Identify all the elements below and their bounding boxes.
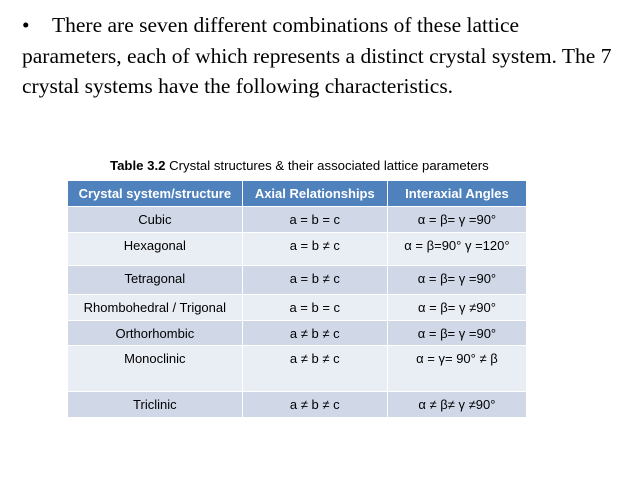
header-crystal-system: Crystal system/structure (68, 181, 242, 207)
table-caption (0, 158, 638, 173)
cell-axial: a = b ≠ c (242, 233, 387, 266)
cell-angles: α = γ= 90° ≠ β (387, 346, 526, 392)
cell-angles: α = β= γ ≠90° (387, 295, 526, 321)
cell-angles: α = β= γ =90° (387, 266, 526, 295)
cell-system: Hexagonal (68, 233, 242, 266)
table-row (68, 321, 526, 346)
cell-axial: a = b = c (242, 295, 387, 321)
table-row (68, 295, 526, 321)
cell-angles: α = β= γ =90° (387, 321, 526, 346)
bullet-text: There are seven different combinations of these lattice parameters, each of which represents a distinct crystal system. The 7 crystal systems have the following characteristics. (22, 13, 612, 98)
cell-angles: α = β=90° γ =120° (387, 233, 526, 266)
cell-axial: a ≠ b ≠ c (242, 392, 387, 417)
header-axial-relationships: Axial Relationships (242, 181, 387, 207)
table-header-row (68, 181, 526, 207)
cell-system: Triclinic (68, 392, 242, 417)
cell-axial: a = b = c (242, 207, 387, 233)
table-caption-text: Crystal structures & their associated lattice parameters (165, 158, 489, 173)
cell-axial: a ≠ b ≠ c (242, 321, 387, 346)
header-interaxial-angles: Interaxial Angles (387, 181, 526, 207)
cell-system: Orthorhombic (68, 321, 242, 346)
bullet-paragraph (22, 10, 622, 102)
bullet-mark: • (22, 13, 30, 37)
table-caption-label: Table 3.2 (110, 158, 166, 173)
cell-system: Cubic (68, 207, 242, 233)
cell-axial: a = b ≠ c (242, 266, 387, 295)
cell-system: Tetragonal (68, 266, 242, 295)
cell-angles: α ≠ β≠ γ ≠90° (387, 392, 526, 417)
table-row (68, 346, 526, 392)
crystal-systems-table (68, 181, 526, 417)
cell-angles: α = β= γ =90° (387, 207, 526, 233)
cell-system: Monoclinic (68, 346, 242, 392)
cell-axial: a ≠ b ≠ c (242, 346, 387, 392)
table-row (68, 233, 526, 266)
table-row (68, 266, 526, 295)
table-row (68, 392, 526, 417)
cell-system: Rhombohedral / Trigonal (68, 295, 242, 321)
table-row (68, 207, 526, 233)
